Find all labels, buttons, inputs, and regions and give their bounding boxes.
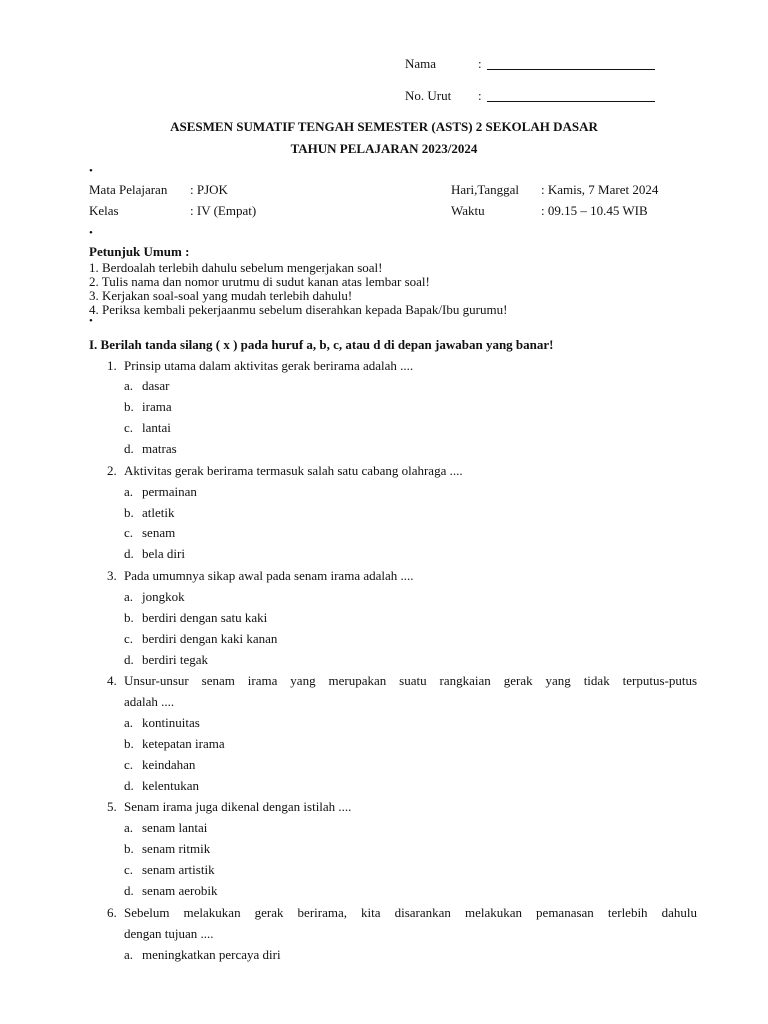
option-letter[interactable]: d. [124,546,134,561]
question-number: 1. [107,358,117,373]
hari-label: Hari,Tanggal [451,182,520,197]
option-letter[interactable]: b. [124,736,134,751]
hari-value: : Kamis, 7 Maret 2024 [541,182,659,197]
no-urut-label: No. Urut [405,88,452,103]
kelas-value: : IV (Empat) [190,203,257,218]
option-text: kelentukan [142,778,200,793]
question-text: Pada umumnya sikap awal pada senam irama adalah .... [124,568,414,583]
option-text: bela diri [142,546,185,561]
option-letter[interactable]: a. [124,378,134,393]
question-text: Prinsip utama dalam aktivitas gerak berirama adalah .... [124,358,414,373]
question-text: Senam irama juga dikenal dengan istilah .... [124,799,352,814]
waktu-value: : 09.15 – 10.45 WIB [541,203,648,218]
option-letter[interactable]: c. [124,420,134,435]
waktu-label: Waktu [451,203,485,218]
petunjuk-item: 2. Tulis nama dan nomor urutmu di sudut kanan atas lembar soal! [89,274,430,289]
option-text: senam aerobik [142,883,218,898]
nama-colon: : [478,56,482,71]
question-number: 6. [107,905,117,920]
option-letter[interactable]: d. [124,778,134,793]
option-text: berdiri dengan kaki kanan [142,631,278,646]
petunjuk-item: 3. Kerjakan soal-soal yang mudah terlebih dahulu! [89,288,353,303]
option-letter[interactable]: b. [124,610,134,625]
option-letter[interactable]: a. [124,947,134,962]
nama-field[interactable] [487,69,655,70]
option-text: atletik [142,505,175,520]
option-text: matras [142,441,177,456]
option-letter[interactable]: a. [124,589,134,604]
option-text: meningkatkan percaya diri [142,947,281,962]
option-letter[interactable]: d. [124,652,134,667]
option-text: senam artistik [142,862,215,877]
question-text-continued: dengan tujuan .... [124,926,214,941]
option-text: dasar [142,378,170,393]
option-text: kontinuitas [142,715,200,730]
petunjuk-item: 1. Berdoalah terlebih dahulu sebelum mengerjakan soal! [89,260,383,275]
option-letter[interactable]: b. [124,841,134,856]
option-letter[interactable]: d. [124,883,134,898]
page-title: ASESMEN SUMATIF TENGAH SEMESTER (ASTS) 2 SEKOLAH DASAR [170,119,598,134]
option-text: lantai [142,420,171,435]
question-number: 4. [107,673,117,688]
bullet-marker: • [89,227,93,239]
no-urut-field[interactable] [487,101,655,102]
option-letter[interactable]: d. [124,441,134,456]
question-number: 2. [107,463,117,478]
kelas-label: Kelas [89,203,119,218]
option-text: berdiri dengan satu kaki [142,610,268,625]
question-number: 5. [107,799,117,814]
option-letter[interactable]: a. [124,820,134,835]
option-text: senam lantai [142,820,208,835]
no-urut-colon: : [478,88,482,103]
bullet-marker: • [89,165,93,177]
option-text: berdiri tegak [142,652,209,667]
option-text: keindahan [142,757,196,772]
petunjuk-heading: Petunjuk Umum : [89,244,190,259]
question-text: Unsur-unsur senam irama yang merupakan suatu rangkaian gerak yang tidak terputus-putus [124,673,697,688]
option-text: permainan [142,484,197,499]
option-text: ketepatan irama [142,736,225,751]
question-number: 3. [107,568,117,583]
question-text-continued: adalah .... [124,694,175,709]
option-letter[interactable]: a. [124,715,134,730]
option-letter[interactable]: c. [124,525,134,540]
question-text: Sebelum melakukan gerak berirama, kita disarankan melakukan pemanasan terlebih dahulu [124,905,697,920]
option-letter[interactable]: c. [124,631,134,646]
section-heading: I. Berilah tanda silang ( x ) pada huruf a, b, c, atau d di depan jawaban yang banar! [89,337,554,352]
mapel-label: Mata Pelajaran [89,182,168,197]
option-letter[interactable]: c. [124,757,134,772]
option-text: irama [142,399,172,414]
option-letter[interactable]: b. [124,399,134,414]
petunjuk-item: 4. Periksa kembali pekerjaanmu sebelum diserahkan kepada Bapak/Ibu gurumu! [89,302,508,317]
option-letter[interactable]: c. [124,862,134,877]
question-text: Aktivitas gerak berirama termasuk salah satu cabang olahraga .... [124,463,463,478]
nama-label: Nama [405,56,437,71]
option-text: senam [142,525,176,540]
option-text: senam ritmik [142,841,211,856]
page-subtitle: TAHUN PELAJARAN 2023/2024 [290,141,478,156]
bullet-marker: • [89,315,93,327]
option-letter[interactable]: a. [124,484,134,499]
option-letter[interactable]: b. [124,505,134,520]
mapel-value: : PJOK [190,182,228,197]
option-text: jongkok [142,589,185,604]
